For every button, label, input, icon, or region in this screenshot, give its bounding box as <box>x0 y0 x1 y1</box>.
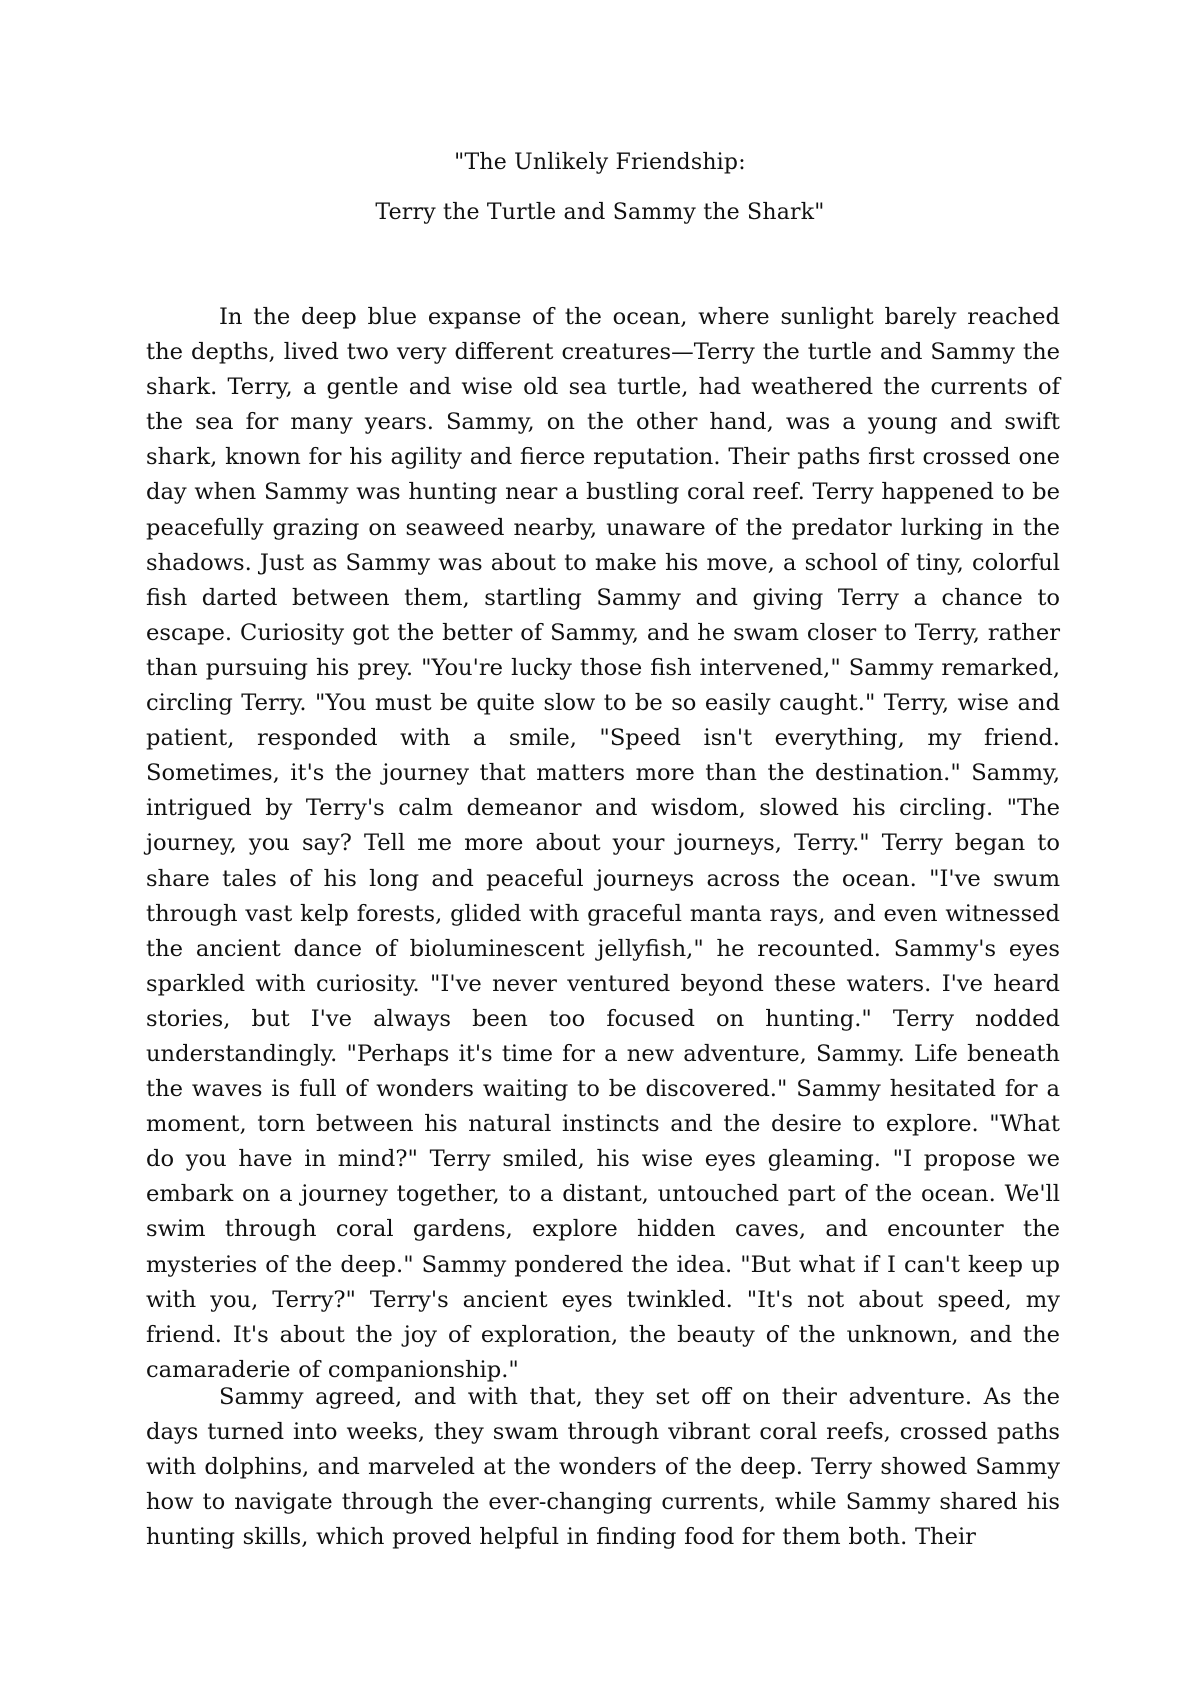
story-title-line-1: "The Unlikely Friendship: <box>454 150 746 175</box>
story-title-line-2: Terry the Turtle and Sammy the Shark" <box>375 200 825 225</box>
story-paragraph-2: Sammy agreed, and with that, they set off on their adventure. As the days turned into weeks, they swam through vibrant coral reefs, crossed paths with dolphins, and marveled at the wonders of the deep. Terry showed Sammy how to navigate through the ever-changing currents, while Sammy shared his hunting skills, which proved helpful in finding food for them both. Their <box>146 1384 1060 1551</box>
story-paragraph-1: In the deep blue expanse of the ocean, where sunlight barely reached the depths, lived two very different creatures—Terry the turtle and Sammy the shark. Terry, a gentle and wise old sea turtle, had weathered the currents of the sea for many years. Sammy, on the other hand, was a young and swift shark, known for his agility and fierce reputation. Their paths first crossed one day when Sammy was hunting near a bustling coral reef. Terry happened to be peacefully grazing on seaweed nearby, unaware of the predator lurking in the shadows. Just as Sammy was about to make his move, a school of tiny, colorful fish darted between them, startling Sammy and giving Terry a chance to escape. Curiosity got the better of Sammy, and he swam closer to Terry, rather than pursuing his prey. "You're lucky those fish intervened," Sammy remarked, circling Terry. "You must be quite slow to be so easily caught." Terry, wise and patient, responded with a smile, "Speed isn't everything, my friend. Sometimes, it's the journey that matters more than the destination." Sammy, intrigued by Terry's calm demeanor and wisdom, slowed his circling. "The journey, you say? Tell me more about your journeys, Terry." Terry began to share tales of his long and peaceful journeys across the ocean. "I've swum through vast kelp forests, glided with graceful manta rays, and even witnessed the ancient dance of bioluminescent jellyfish," he recounted. Sammy's eyes sparkled with curiosity. "I've never ventured beyond these waters. I've heard stories, but I've always been too focused on hunting." Terry nodded understandingly. "Perhaps it's time for a new adventure, Sammy. Life beneath the waves is full of wonders waiting to be discovered." Sammy hesitated for a moment, torn between his natural instincts and the desire to explore. "What do you have in mind?" Terry smiled, his wise eyes gleaming. "I propose we embark on a journey together, to a distant, untouched part of the ocean. We'll swim through coral gardens, explore hidden caves, and encounter the mysteries of the deep." Sammy pondered the idea. "But what if I can't keep up with you, Terry?" Terry's ancient eyes twinkled. "It's not about speed, my friend. It's about the joy of exploration, the beauty of the unknown, and the camaraderie of companionship." <box>146 304 1060 1383</box>
